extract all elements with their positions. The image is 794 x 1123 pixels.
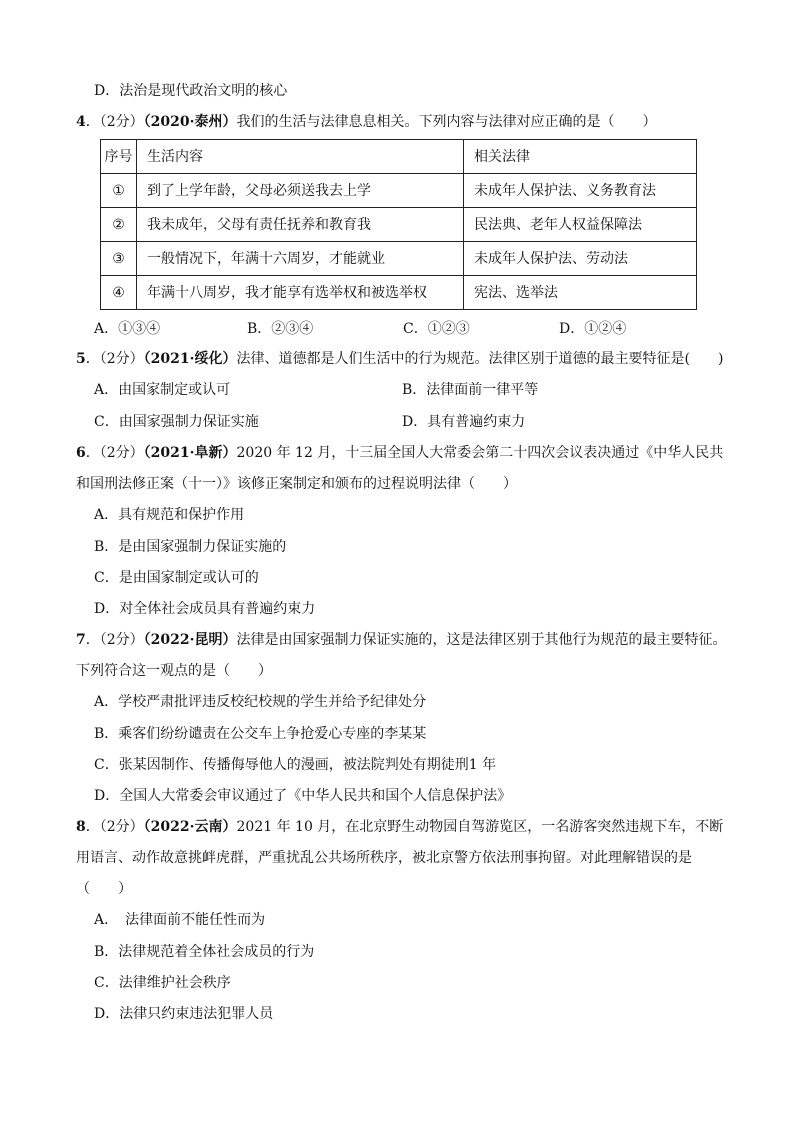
q6-stem-line2: 和国刑法修正案（十一）》该修正案制定和颁布的过程说明法律（ ） [76,476,517,492]
q8-stem-line1: 2021 年 10 月，在北京野生动物园自驾游览区，一名游客突然违规下车，不断 [236,819,724,835]
row-content: 年满十八周岁，我才能享有选举权和被选举权 [137,276,464,310]
q5-score: （2分） [99,351,144,367]
q4-stem: 我们的生活与法律息息相关。下列内容与法律对应正确的是（ ） [236,114,657,130]
row-law: 未成年人保护法、义务教育法 [464,174,697,208]
row-no: ④ [101,276,137,310]
q8-option-b: B．法律规范着全体社会成员的行为 [94,944,315,960]
row-no: ① [101,174,137,208]
q4-source: （2020·泰州） [143,114,237,130]
q4-number: 4 [76,114,86,130]
table-row [101,174,697,208]
law-table [100,139,697,310]
q8-number: 8 [76,819,86,835]
q7-score: （2分） [99,632,144,648]
q6-score: （2分） [99,445,144,461]
table-header-row [101,140,697,174]
q5-option-a: A．由国家制定或认可 [94,382,231,398]
q7-header: 7．（2分）（2022·昆明）法律是由国家强制力保证实施的，这是法律区别于其他行为规范的最主要特征。 [76,632,727,648]
q7-stem-line2: 下列符合这一观点的是（ ） [76,663,272,679]
q6-option-d: D．对全体社会成员具有普遍约束力 [94,601,316,617]
q5-option-c: C．由国家强制力保证实施 [94,414,259,430]
q8-stem-line2: 用语言、动作故意挑衅虎群，严重扰乱公共场所秩序，被北京警方依法刑事拘留。对此理解错误的是 [76,850,692,866]
header-content: 生活内容 [137,140,464,174]
row-no: ③ [101,242,137,276]
q4-score: （2分） [99,114,144,130]
q7-option-a: A．学校严肃批评违反校纪校规的学生并给予纪律处分 [94,694,427,710]
q7-option-c: C．张某因制作、传播侮辱他人的漫画，被法院判处有期徒刑1 年 [94,757,497,773]
q4-option-b: B．②③④ [247,321,314,337]
row-no: ② [101,208,137,242]
q8-option-d: D．法律只约束违法犯罪人员 [94,1006,274,1022]
q8-header: 8．（2分）（2022·云南）2021 年 10 月，在北京野生动物园自驾游览区，一名游客突然违规下车，不断 [76,819,724,835]
q6-stem-line1: 2020 年 12 月，十三届全国人大常委会第二十四次会议表决通过《中华人民共 [236,445,724,461]
q8-source: （2022·云南） [143,819,237,835]
q5-stem: 法律、道德都是人们生活中的行为规范。法律区别于道德的最主要特征是( ) [236,351,724,367]
q6-number: 6 [76,445,86,461]
table-row [101,242,697,276]
row-content: 我未成年，父母有责任抚养和教育我 [137,208,464,242]
q4-option-a: A．①③④ [94,321,161,337]
q6-header: 6．（2分）（2021·阜新）2020 年 12 月，十三届全国人大常委会第二十四次会议表决通过《中华人民共 [76,445,724,461]
table-row [101,276,697,310]
q5-header: 5．（2分）（2021·绥化）法律、道德都是人们生活中的行为规范。法律区别于道德的最主要特征是( ) [76,351,724,367]
q4-option-d: D．①②④ [559,321,627,337]
header-law: 相关法律 [464,140,697,174]
q7-source: （2022·昆明） [143,632,237,648]
q6-option-c: C．是由国家制定或认可的 [94,570,259,586]
q3-option-d: D．法治是现代政治文明的核心 [94,83,288,99]
q7-number: 7 [76,632,86,648]
q6-source: （2021·阜新） [143,445,237,461]
table-row [101,208,697,242]
q7-option-d: D．全国人大常委会审议通过了《中华人民共和国个人信息保护法》 [94,788,512,804]
q7-stem-line1: 法律是由国家强制力保证实施的，这是法律区别于其他行为规范的最主要特征。 [236,632,727,648]
q8-option-a: A． 法律面前不能任性而为 [94,912,266,928]
row-law: 未成年人保护法、劳动法 [464,242,697,276]
q5-option-d: D．具有普遍约束力 [402,414,526,430]
q4-header: 4．（2分）（2020·泰州）我们的生活与法律息息相关。下列内容与法律对应正确的是（ ） [76,114,657,130]
q8-stem-line3: （ ） [76,881,132,897]
row-law: 民法典、老年人权益保障法 [464,208,697,242]
header-no: 序号 [101,140,137,174]
q6-option-a: A．具有规范和保护作用 [94,507,245,523]
q7-option-b: B．乘客们纷纷谴责在公交车上争抢爱心专座的李某某 [94,726,427,742]
q4-option-c: C．①②③ [403,321,470,337]
q5-source: （2021·绥化） [143,351,237,367]
row-content: 一般情况下，年满十六周岁，才能就业 [137,242,464,276]
q8-score: （2分） [99,819,144,835]
q5-number: 5 [76,351,86,367]
q6-option-b: B．是由国家强制力保证实施的 [94,539,287,555]
q5-option-b: B．法律面前一律平等 [402,382,539,398]
row-law: 宪法、选举法 [464,276,697,310]
row-content: 到了上学年龄，父母必须送我去上学 [137,174,464,208]
q8-option-c: C．法律维护社会秩序 [94,975,231,991]
